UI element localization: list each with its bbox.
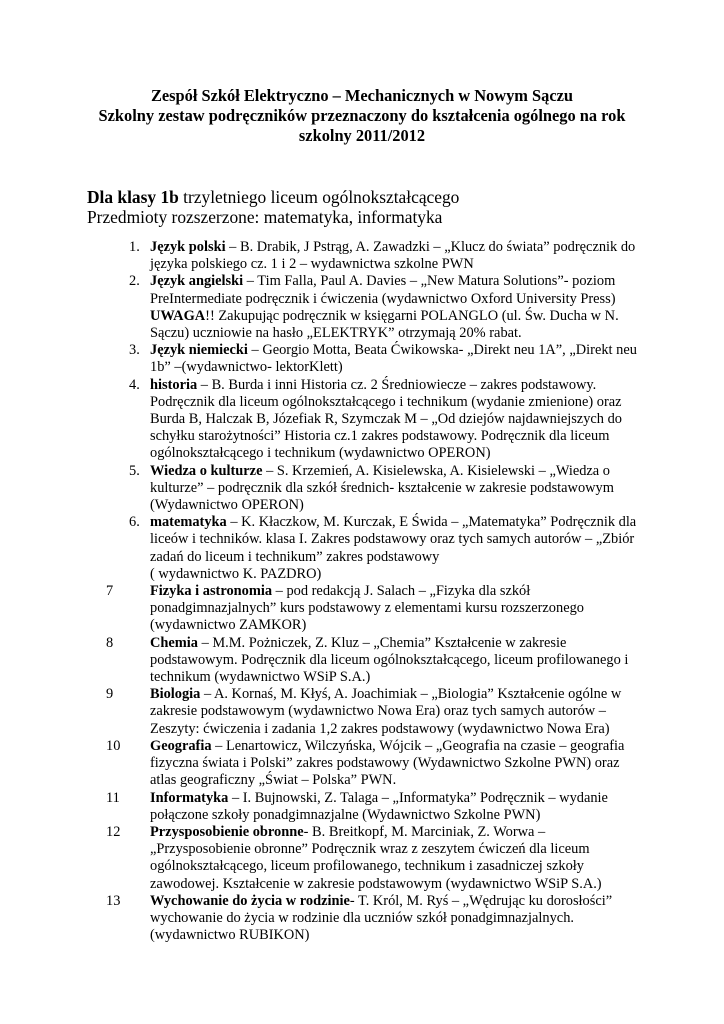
list-item (0, 824, 724, 893)
header-school-year: szkolny 2011/2012 (298, 126, 426, 145)
list-item (0, 635, 724, 687)
list-item (0, 377, 724, 463)
item-subject: Geografia (150, 737, 212, 754)
item-number: 3. (129, 342, 140, 359)
item-number: 10 (106, 737, 121, 754)
item-note-label: UWAGA (150, 307, 206, 324)
textbook-list (0, 239, 724, 944)
list-item (0, 514, 724, 583)
list-item (0, 463, 724, 515)
item-subject: Biologia (150, 686, 201, 703)
document-header (60, 86, 664, 146)
item-subject: Język angielski (150, 273, 244, 290)
item-subject: Język niemiecki (150, 342, 248, 359)
item-number: 4. (129, 376, 140, 393)
list-item (0, 790, 724, 824)
list-item (0, 583, 724, 635)
item-text: – M.M. Pożniczek, Z. Kluz – „Chemia” Kształcenie w zakresie podstawowym. Podręcznik dla liceum ogólnokształcącego, liceum profilowanego i technikum (wydawnictwo WSiP S.A.) (150, 634, 629, 686)
list-item (0, 273, 724, 342)
item-subject: Wychowanie do życia w rodzinie (150, 892, 350, 909)
list-item (0, 342, 724, 376)
item-subject: Przysposobienie obronne (150, 823, 304, 840)
item-text: – A. Kornaś, M. Kłyś, A. Joachimiak – „Biologia” Kształcenie ogólne w zakresie podstawowym (wydawnictwo Nowa Era) oraz tych samych autorów – Zeszyty: ćwiczenia i zadania 1,2 zakres podstawowy (wydawnictwo Nowa Era) (150, 686, 622, 737)
item-number: 11 (106, 789, 120, 806)
item-number: 13 (106, 892, 121, 909)
school-type: trzyletniego liceum ogólnokształcącego (178, 187, 460, 207)
item-subject: Chemia (150, 634, 198, 651)
header-title: Szkolny zestaw podręczników przeznaczony do kształcenia ogólnego na rok (98, 106, 626, 125)
item-text: - T. Król, M. Ryś – „Wędrując ku dorosłości” wychowanie do życia w rodzinie dla uczniów szkół ponadgimnazjalnych.(wydawnictwo RUBIKON) (150, 892, 613, 944)
list-item (0, 686, 724, 738)
item-text: – I. Bujnowski, Z. Talaga – „Informatyka” Podręcznik – wydanie połączone szkoły ponadgimnazjalne (Wydawnictwo Szkolne PWN) (150, 789, 608, 823)
item-number: 6. (129, 514, 140, 531)
item-subject: matematyka (150, 514, 227, 531)
item-text: – pod redakcją J. Salach – „Fizyka dla szkół ponadgimnazjalnych” kurs podstawowy z elementami kursu rozszerzonego (wydawnictwo ZAMKOR) (150, 583, 584, 634)
class-label: Dla klasy 1b (87, 187, 179, 207)
item-text: – S. Krzemień, A. Kisielewska, A. Kisielewski – „Wiedza o kulturze” – podręcznik dla szkół średnich- kształcenie w zakresie podstawowym (Wydawnictwo OPERON) (150, 462, 614, 514)
item-number: 8 (106, 634, 114, 651)
list-item (0, 239, 724, 273)
header-school-name: Zespół Szkół Elektryczno – Mechanicznych w Nowym Sączu (150, 86, 574, 105)
item-publisher: ( wydawnictwo K. PAZDRO) (150, 565, 322, 582)
class-heading (87, 187, 459, 207)
item-text: – K. Kłaczkow, M. Kurczak, E Świda – „Matematyka” Podręcznik dla liceów i techników. klasa I. Zakres podstawowy oraz tych samych autorów – „Zbiór zadań do liceum i technikum” zakres podstawowy (150, 514, 637, 565)
extended-subjects: Przedmioty rozszerzone: matematyka, informatyka (87, 207, 443, 227)
item-number: 12 (106, 823, 121, 840)
item-number: 2. (129, 273, 140, 290)
item-number: 1. (129, 239, 140, 255)
item-subject: Informatyka (150, 789, 229, 806)
item-subject: Wiedza o kulturze (150, 462, 263, 479)
item-text: – B. Burda i inni Historia cz. 2 Średniowiecze – zakres podstawowy. Podręcznik dla liceum ogólnokształcącego i technikum (wydanie zmienione) oraz Burda B, Halczak B, Józefiak R, Szymczak M – „Od dziejów najdawniejszych do schyłku starożytności” Historia cz.1 zakres podstawowy. Podręcznik dla liceum ogólnokształcącego i technikum (wydawnictwo OPERON) (150, 376, 622, 462)
item-number: 5. (129, 462, 140, 479)
list-item (0, 738, 724, 790)
item-number: 7 (106, 583, 114, 600)
item-subject: historia (150, 376, 198, 393)
item-number: 9 (106, 686, 114, 703)
list-item (0, 893, 724, 945)
item-text: - B. Breitkopf, M. Marciniak, Z. Worwa – „Przysposobienie obronne” Podręcznik wraz z zeszytem ćwiczeń dla liceum ogólnokształcącego, liceum profilowanego, technikum i zasadniczej szkoły zawodowej. Kształcenie w zakresie podstawowym (wydawnictwo WSiP S.A.) (150, 823, 602, 892)
item-note: !! Zakupując podręcznik w księgarni POLANGLO (ul. Św. Ducha w N. Sączu) uczniowie na hasło „ELEKTRYK” otrzymają 20% rabat. (150, 307, 619, 342)
item-text: – B. Drabik, J Pstrąg, A. Zawadzki – „Klucz do świata” podręcznik do języka polskiego cz. 1 i 2 – wydawnictwa szkolne PWN (150, 239, 636, 273)
item-text: – Georgio Motta, Beata Ćwikowska- „Direkt neu 1A”, „Direkt neu 1b” –(wydawnictwo- lektorKlett) (150, 342, 637, 376)
item-text: – Lenartowicz, Wilczyńska, Wójcik – „Geografia na czasie – geografia fizyczna świata i Polski” zakres podstawowy (Wydawnictwo Szkolne PWN) oraz atlas geograficzny „Świat – Polska” PWN. (150, 737, 625, 789)
item-subject: Fizyka i astronomia (150, 583, 273, 600)
item-subject: Język polski (150, 239, 226, 255)
item-text: – Tim Falla, Paul A. Davies – „New Matura Solutions”- poziom PreIntermediate podręcznik i ćwiczenia (wydawnictwo Oxford University Press) (150, 273, 616, 307)
